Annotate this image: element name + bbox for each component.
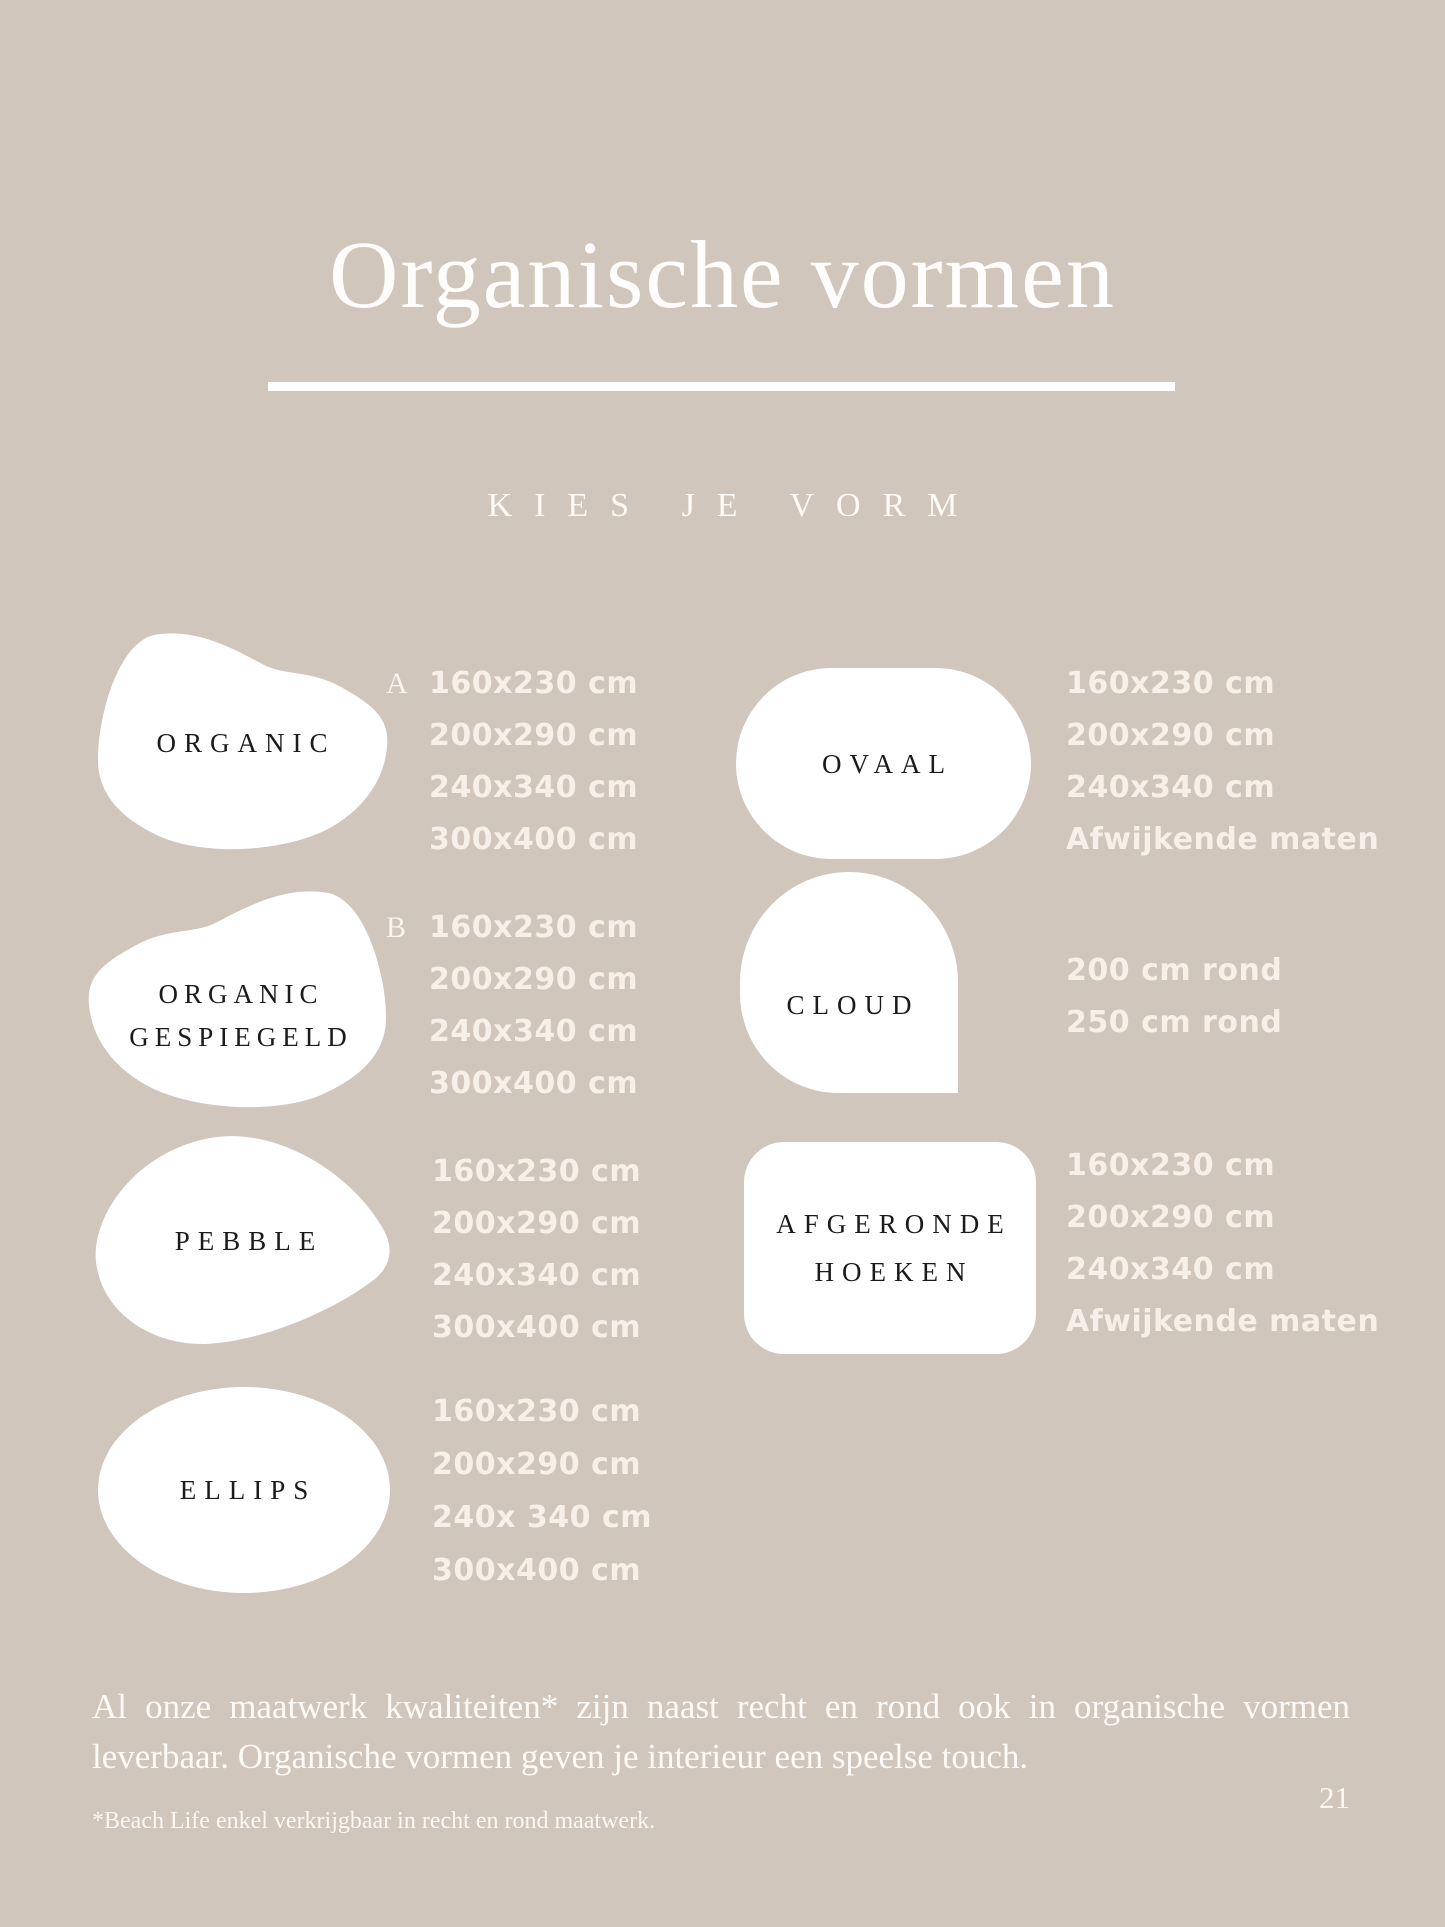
size-item: 200 cm rond — [1066, 953, 1283, 988]
ellips-shape — [98, 1387, 390, 1593]
footnote: *Beach Life enkel verkrijgbaar in recht en rond maatwerk. — [92, 1808, 656, 1834]
size-list-ovaal — [1066, 658, 1379, 866]
size-list-cloud — [1066, 945, 1282, 1049]
variant-letter-b: B — [386, 911, 407, 944]
size-item: 300x400 cm — [432, 1553, 642, 1588]
subtitle: KIES JE VORM — [487, 487, 980, 524]
shape-label-ovaal: OVAAL — [821, 748, 953, 779]
size-list-organic — [429, 658, 638, 866]
cloud-shape — [740, 872, 958, 1093]
size-list-organic-gespiegeld — [429, 902, 638, 1110]
size-item: 160x230 cm — [429, 910, 639, 945]
size-item: 160x230 cm — [432, 1394, 642, 1429]
size-item: 240x340 cm — [429, 770, 639, 805]
size-list-afgeronde-hoeken — [1066, 1140, 1379, 1348]
size-item: 240x 340 cm — [432, 1500, 653, 1535]
pebble-shape — [90, 1132, 400, 1350]
footer-paragraph — [92, 1682, 1350, 1782]
size-item: 250 cm rond — [1066, 1005, 1283, 1040]
size-item: 200x290 cm — [432, 1447, 642, 1482]
shape-label-cloud: CLOUD — [786, 989, 920, 1020]
afgeronde-hoeken-shape — [744, 1142, 1036, 1354]
size-item: 240x340 cm — [432, 1258, 642, 1293]
size-item: 240x340 cm — [1066, 770, 1276, 805]
shape-label-organic: ORGANIC — [156, 728, 336, 758]
size-item: 200x290 cm — [1066, 718, 1276, 753]
size-item: 160x230 cm — [429, 666, 639, 701]
size-item: 200x290 cm — [429, 718, 639, 753]
size-item: 200x290 cm — [429, 962, 639, 997]
size-item: 240x340 cm — [429, 1014, 639, 1049]
size-item: 240x340 cm — [1066, 1252, 1276, 1287]
size-list-pebble — [432, 1146, 641, 1354]
size-item: 300x400 cm — [429, 822, 639, 857]
size-item: Afwijkende maten — [1066, 822, 1380, 857]
organic-blob-shape — [96, 632, 388, 854]
footer-paragraph-line: Al onze maatwerk kwaliteiten* zijn naast recht en rond ook in organische vormen — [92, 1687, 1350, 1726]
size-item: 200x290 cm — [1066, 1200, 1276, 1235]
shape-label-pebble: PEBBLE — [174, 1226, 324, 1256]
page-number: 21 — [1319, 1780, 1350, 1815]
size-list-ellips — [432, 1385, 652, 1597]
title-underline — [268, 382, 1175, 391]
size-item: 300x400 cm — [432, 1310, 642, 1345]
size-item: 160x230 cm — [1066, 666, 1276, 701]
shape-label-ellips: ELLIPS — [179, 1475, 317, 1505]
shape-label-afgeronde-hoeken: AFGERONDE HOEKEN — [776, 1209, 1012, 1287]
shape-label-organic-gespiegeld: ORGANIC GESPIEGELD — [129, 979, 353, 1052]
size-item: 160x230 cm — [432, 1154, 642, 1189]
size-item: 160x230 cm — [1066, 1148, 1276, 1183]
page-title: Organische vormen — [329, 221, 1116, 328]
size-item: Afwijkende maten — [1066, 1304, 1380, 1339]
organic-gespiegeld-blob-shape — [88, 890, 388, 1112]
size-item: 200x290 cm — [432, 1206, 642, 1241]
footer-paragraph-line: leverbaar. Organische vormen geven je interieur een speelse touch. — [92, 1737, 1029, 1776]
size-item: 300x400 cm — [429, 1066, 639, 1101]
ovaal-shape — [736, 668, 1031, 859]
variant-letter-a: A — [386, 667, 408, 700]
